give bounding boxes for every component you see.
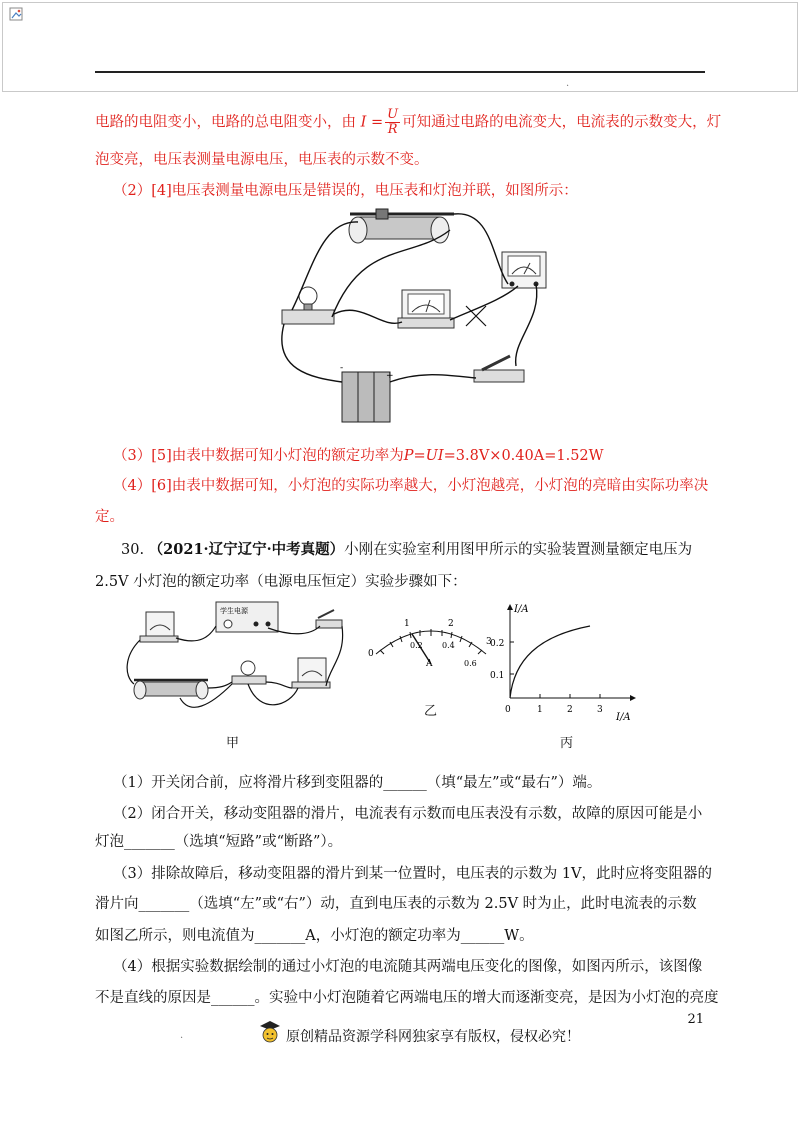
question-part-2a: （2）闭合开关，移动变阻器的滑片，电流表有示数而电压表没有示数，故障的原因可能是小	[113, 806, 703, 822]
fig-label-yi: 乙	[424, 704, 438, 719]
circuit-diagram-1	[272, 200, 562, 432]
ammeter-center	[398, 290, 454, 328]
broken-image-icon	[9, 7, 23, 21]
answer-line-4: （3）[5]由表中数据可知小灯泡的额定功率为P=UI=3.8V×0.40A=1.52W	[113, 448, 604, 464]
footer-dot: .	[180, 1030, 184, 1041]
svg-text:3: 3	[597, 705, 603, 715]
header-frame	[2, 2, 798, 92]
switch-jia	[316, 610, 342, 628]
footer-copyright: 原创精品资源学科网独家享有版权，侵权必究！	[286, 1029, 580, 1045]
svg-text:0.4: 0.4	[442, 641, 455, 650]
mascot-logo-icon	[258, 1020, 282, 1046]
svg-text:3: 3	[486, 637, 492, 647]
svg-text:1: 1	[537, 705, 543, 715]
voltmeter-jia	[292, 658, 330, 688]
svg-text:I/A: I/A	[514, 604, 529, 615]
circuit-diagram-jia	[120, 596, 348, 726]
question-part-1: （1）开关闭合前，应将滑片移到变阻器的______（填“最左”或“最右”）端。	[113, 775, 602, 791]
power-supply	[216, 602, 278, 632]
rheostat-jia	[134, 680, 208, 699]
svg-text:学生电源: 学生电源	[220, 607, 248, 615]
page-number: 21	[687, 1012, 704, 1027]
svg-text:0: 0	[505, 705, 511, 715]
bulb-jia	[232, 661, 266, 684]
svg-text:-: -	[340, 363, 344, 373]
svg-text:0.6: 0.6	[464, 659, 477, 668]
voltmeter-right	[502, 252, 546, 288]
iv-graph-bing	[488, 600, 638, 722]
ammeter-dial-yi	[366, 614, 496, 674]
svg-text:1: 1	[404, 619, 410, 629]
header-rule	[95, 71, 705, 73]
answer-line-5: （4）[6]由表中数据可知，小灯泡的实际功率越大，小灯泡越亮，小灯泡的亮暗由实际功率决	[113, 478, 709, 494]
battery	[340, 363, 394, 422]
svg-text:A: A	[426, 659, 433, 669]
svg-text:2: 2	[567, 705, 573, 715]
switch	[474, 356, 524, 382]
ammeter	[140, 612, 178, 642]
answer-line-2: 泡变亮，电压表测量电源电压，电压表的示数不变。	[95, 152, 429, 168]
question-part-3a: （3）排除故障后，移动变阻器的滑片到某一位置时，电压表的示数为 1V，此时应将变阻器的	[113, 866, 713, 882]
question-part-4b: 不是直线的原因是______。实验中小灯泡随着它两端电压的增大而逐渐变亮，是因为小灯泡的亮度	[95, 990, 719, 1006]
question-30-stem-2: 2.5V 小灯泡的额定功率（电源电压恒定）实验步骤如下：	[95, 574, 467, 590]
answer-line-3: （2）[4]电压表测量电源电压是错误的，电压表和灯泡并联，如图所示：	[113, 183, 578, 199]
question-part-4a: （4）根据实验数据绘制的通过小灯泡的电流随其两端电压变化的图像，如图丙所示，该图像	[113, 959, 703, 975]
svg-text:2: 2	[448, 619, 454, 629]
question-part-2b: 灯泡_______（选填“短路”或“断路”）。	[95, 834, 343, 850]
header-dot: .	[566, 78, 570, 89]
svg-text:I/A: I/A	[616, 712, 631, 722]
fig-label-jia: 甲	[226, 736, 240, 751]
formula-fraction: $\frac{U}{R}$	[387, 107, 399, 137]
question-part-3c: 如图乙所示，则电流值为_______A，小灯泡的额定功率为______W。	[95, 928, 534, 944]
question-part-3b: 滑片向_______（选填“左”或“右”）动，直到电压表的示数为 2.5V 时为止，此时电流表的示数	[95, 896, 697, 912]
svg-text:+: +	[386, 371, 394, 381]
question-30-stem: 30. （2021·辽宁辽宁·中考真题）小刚在实验室利用图甲所示的实验装置测量额定电压为	[121, 541, 693, 558]
svg-text:0.1: 0.1	[490, 671, 505, 681]
bulb	[282, 287, 334, 324]
fig-label-bing: 丙	[560, 736, 574, 751]
answer-line-1: 电路的电阻变小，电路的总电阻变小，由 I = $\frac{U}{R}$ 可知通过电路的电流变大，电流表的示数变大，灯	[95, 107, 722, 137]
answer-line-6: 定。	[95, 509, 124, 525]
svg-text:0: 0	[368, 649, 374, 659]
iv-curve	[510, 626, 590, 698]
svg-text:0.2: 0.2	[410, 641, 423, 650]
svg-text:0.2: 0.2	[490, 639, 505, 649]
